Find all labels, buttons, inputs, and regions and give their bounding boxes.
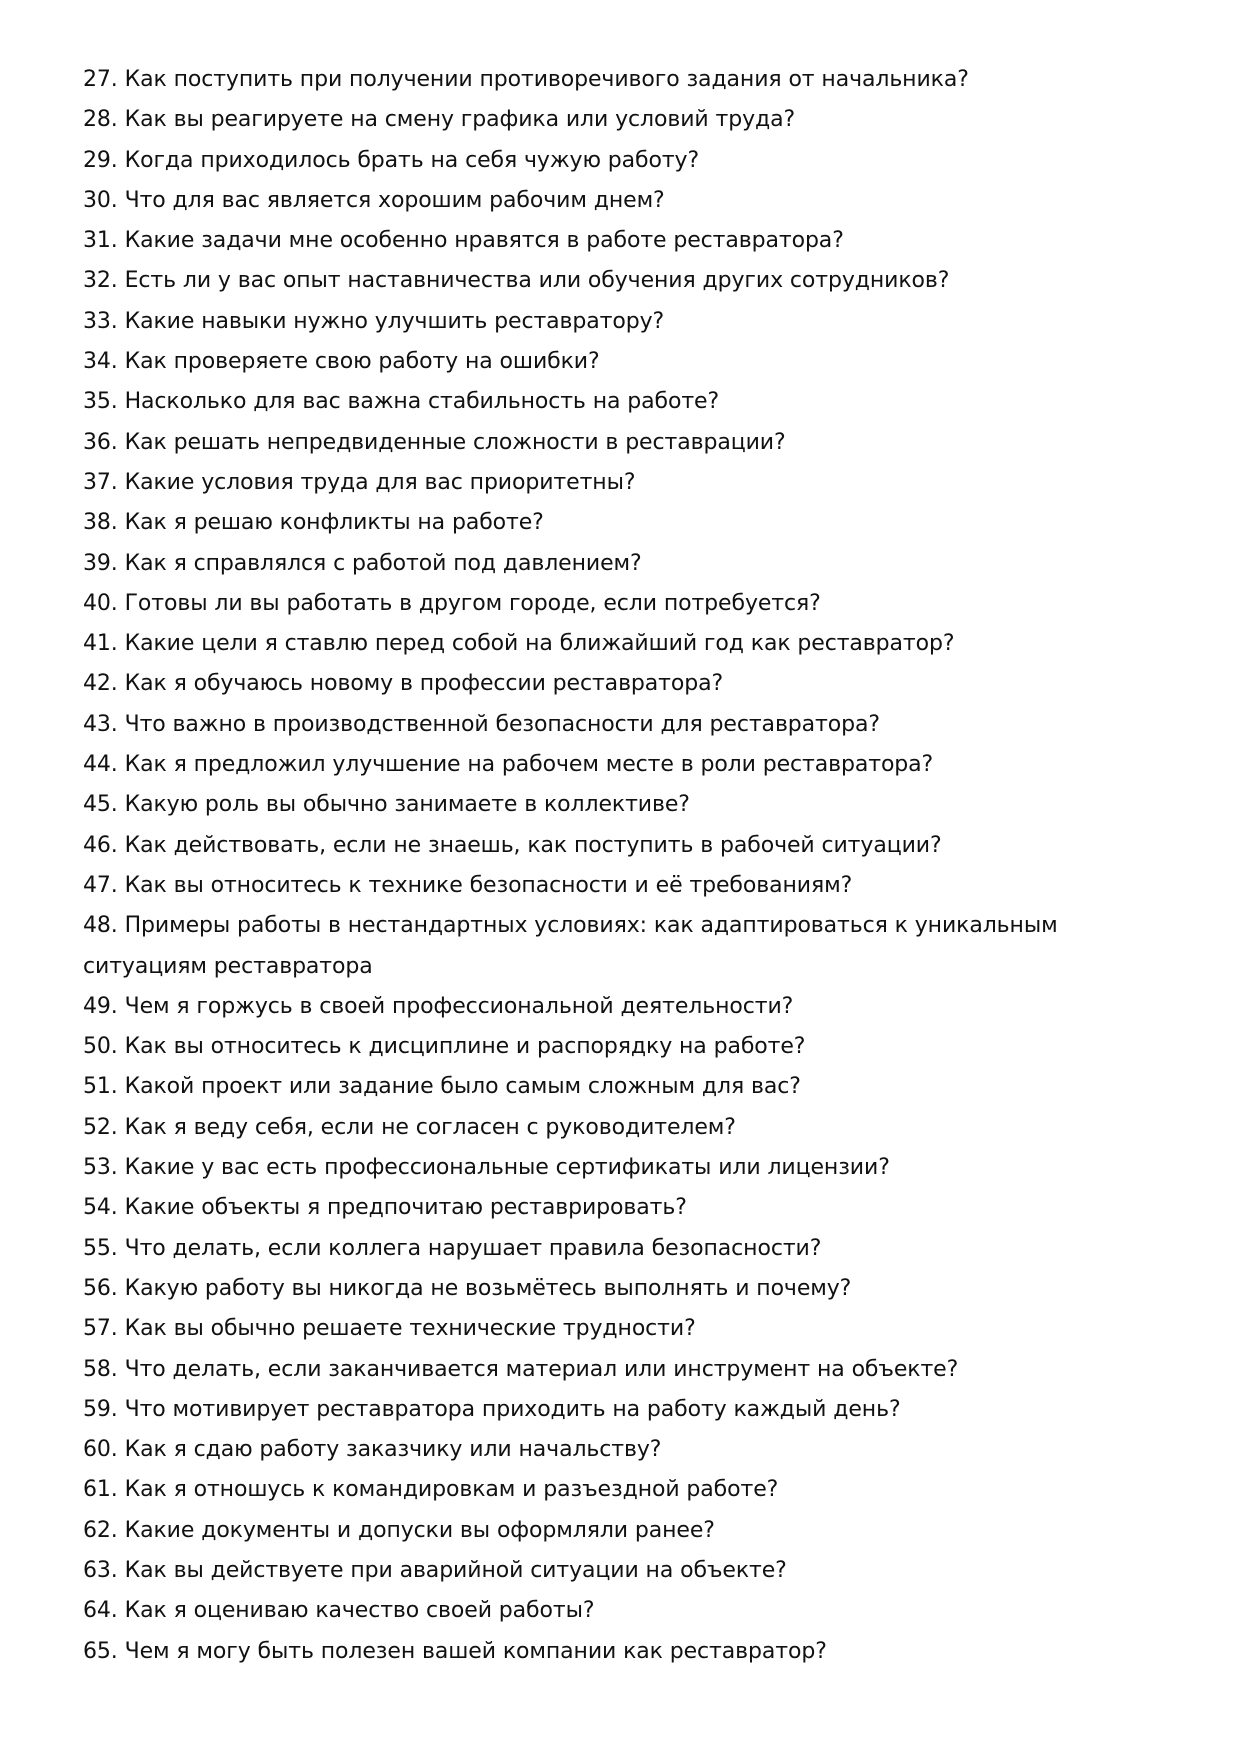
question-number: 39.	[83, 550, 118, 576]
question-item	[83, 1188, 1163, 1228]
question-item	[83, 181, 1163, 221]
question-text: Как я решаю конфликты на работе?	[124, 510, 544, 536]
question-item	[83, 745, 1163, 785]
question-item	[83, 705, 1163, 745]
question-item	[83, 987, 1163, 1027]
question-number: 54.	[83, 1195, 118, 1221]
question-number: 46.	[83, 832, 118, 858]
question-item	[83, 1591, 1163, 1631]
question-text: Как действовать, если не знаешь, как поступить в рабочей ситуации?	[124, 832, 942, 858]
question-item	[83, 221, 1163, 261]
question-text: Какие навыки нужно улучшить реставратору?	[124, 308, 665, 334]
question-item	[83, 866, 1163, 906]
question-item	[83, 1309, 1163, 1349]
question-item	[83, 664, 1163, 704]
question-item	[83, 1148, 1163, 1188]
question-item	[83, 141, 1163, 181]
question-text: Как проверяете свою работу на ошибки?	[124, 349, 600, 375]
question-text: Как вы реагируете на смену графика или условий труда?	[124, 107, 796, 133]
question-number: 37.	[83, 469, 118, 495]
question-item	[83, 423, 1163, 463]
question-text: Что мотивирует реставратора приходить на работу каждый день?	[124, 1396, 901, 1422]
question-item	[83, 382, 1163, 422]
question-item	[83, 785, 1163, 825]
question-number: 51.	[83, 1074, 118, 1100]
question-number: 50.	[83, 1034, 118, 1060]
question-number: 60.	[83, 1437, 118, 1463]
question-number: 28.	[83, 107, 118, 133]
question-text: Что делать, если коллега нарушает правила безопасности?	[124, 1235, 822, 1261]
question-number: 47.	[83, 872, 118, 898]
question-text: Как вы обычно решаете технические трудности?	[124, 1316, 696, 1342]
question-number: 30.	[83, 187, 118, 213]
question-item	[83, 1551, 1163, 1591]
question-text: Какую работу вы никогда не возьмётесь выполнять и почему?	[124, 1275, 852, 1301]
question-number: 64.	[83, 1598, 118, 1624]
question-item	[83, 1269, 1163, 1309]
question-item	[83, 1390, 1163, 1430]
question-text: Когда приходилось брать на себя чужую работу?	[124, 147, 700, 173]
question-item	[83, 463, 1163, 503]
question-item	[83, 1229, 1163, 1269]
question-number: 27.	[83, 67, 118, 92]
question-number: 58.	[83, 1356, 118, 1382]
question-number: 63.	[83, 1557, 118, 1583]
question-number: 48.	[83, 913, 118, 939]
question-number: 38.	[83, 510, 118, 536]
question-item	[83, 544, 1163, 584]
question-number: 52.	[83, 1114, 118, 1140]
question-text: Что важно в производственной безопасности для реставратора?	[124, 711, 880, 737]
question-text: Какие объекты я предпочитаю реставрировать?	[124, 1195, 687, 1221]
question-number: 45.	[83, 792, 118, 818]
question-item	[83, 906, 1163, 987]
question-number: 36.	[83, 429, 118, 455]
question-item	[83, 342, 1163, 382]
question-text: Чем я горжусь в своей профессиональной деятельности?	[124, 993, 794, 1019]
question-item	[83, 1350, 1163, 1390]
question-text: Какой проект или задание было самым сложным для вас?	[124, 1074, 801, 1100]
question-item	[83, 1470, 1163, 1510]
question-text: Что для вас является хорошим рабочим днем?	[124, 187, 665, 213]
question-text: Как я обучаюсь новому в профессии реставратора?	[124, 671, 724, 697]
question-text: Примеры работы в нестандартных условиях: как адаптироваться к уникальным ситуациям реставратора	[83, 913, 1058, 979]
question-text: Какие цели я ставлю перед собой на ближайший год как реставратор?	[124, 631, 955, 657]
question-number: 61.	[83, 1477, 118, 1503]
question-number: 56.	[83, 1275, 118, 1301]
question-text: Как я справлялся с работой под давлением?	[124, 550, 642, 576]
question-text: Что делать, если заканчивается материал или инструмент на объекте?	[124, 1356, 959, 1382]
question-number: 41.	[83, 631, 118, 657]
question-text: Какие условия труда для вас приоритетны?	[124, 469, 636, 495]
question-number: 29.	[83, 147, 118, 173]
question-number: 65.	[83, 1638, 118, 1664]
question-number: 31.	[83, 228, 118, 254]
question-number: 62.	[83, 1517, 118, 1543]
question-number: 35.	[83, 389, 118, 415]
question-text: Как решать непредвиденные сложности в реставрации?	[124, 429, 786, 455]
question-text: Как вы относитесь к дисциплине и распорядку на работе?	[124, 1034, 806, 1060]
question-item	[83, 1511, 1163, 1551]
question-text: Какую роль вы обычно занимаете в коллективе?	[124, 792, 690, 818]
question-number: 42.	[83, 671, 118, 697]
question-text: Какие у вас есть профессиональные сертификаты или лицензии?	[124, 1155, 890, 1181]
question-text: Как вы относитесь к технике безопасности и её требованиям?	[124, 872, 853, 898]
question-number: 49.	[83, 993, 118, 1019]
question-item	[83, 261, 1163, 301]
question-text: Как вы действуете при аварийной ситуации на объекте?	[124, 1557, 787, 1583]
question-item	[83, 826, 1163, 866]
question-text: Есть ли у вас опыт наставничества или обучения других сотрудников?	[124, 268, 950, 294]
question-item	[83, 1067, 1163, 1107]
question-item	[83, 1108, 1163, 1148]
question-item	[83, 302, 1163, 342]
question-text: Как я сдаю работу заказчику или начальству?	[124, 1437, 662, 1463]
question-number: 40.	[83, 590, 118, 616]
question-item	[83, 624, 1163, 664]
question-item	[83, 503, 1163, 543]
question-text: Какие документы и допуски вы оформляли ранее?	[124, 1517, 715, 1543]
question-text: Какие задачи мне особенно нравятся в работе реставратора?	[124, 228, 844, 254]
question-item	[83, 1430, 1163, 1470]
question-number: 33.	[83, 308, 118, 334]
question-text: Чем я могу быть полезен вашей компании как реставратор?	[124, 1638, 827, 1664]
question-text: Готовы ли вы работать в другом городе, если потребуется?	[124, 590, 821, 616]
question-item	[83, 1027, 1163, 1067]
question-text: Как я предложил улучшение на рабочем месте в роли реставратора?	[124, 752, 934, 778]
question-text: Как я оцениваю качество своей работы?	[124, 1598, 595, 1624]
question-number: 53.	[83, 1155, 118, 1181]
question-number: 44.	[83, 752, 118, 778]
question-item	[83, 60, 1163, 100]
question-list	[83, 60, 1163, 1672]
question-text: Как я отношусь к командировкам и разъездной работе?	[124, 1477, 779, 1503]
question-text: Насколько для вас важна стабильность на работе?	[124, 389, 720, 415]
question-number: 34.	[83, 349, 118, 375]
question-number: 32.	[83, 268, 118, 294]
question-text: Как я веду себя, если не согласен с руководителем?	[124, 1114, 736, 1140]
question-text: Как поступить при получении противоречивого задания от начальника?	[124, 67, 969, 92]
question-item	[83, 1632, 1163, 1672]
question-number: 57.	[83, 1316, 118, 1342]
question-item	[83, 584, 1163, 624]
question-number: 59.	[83, 1396, 118, 1422]
question-number: 43.	[83, 711, 118, 737]
question-item	[83, 100, 1163, 140]
question-number: 55.	[83, 1235, 118, 1261]
